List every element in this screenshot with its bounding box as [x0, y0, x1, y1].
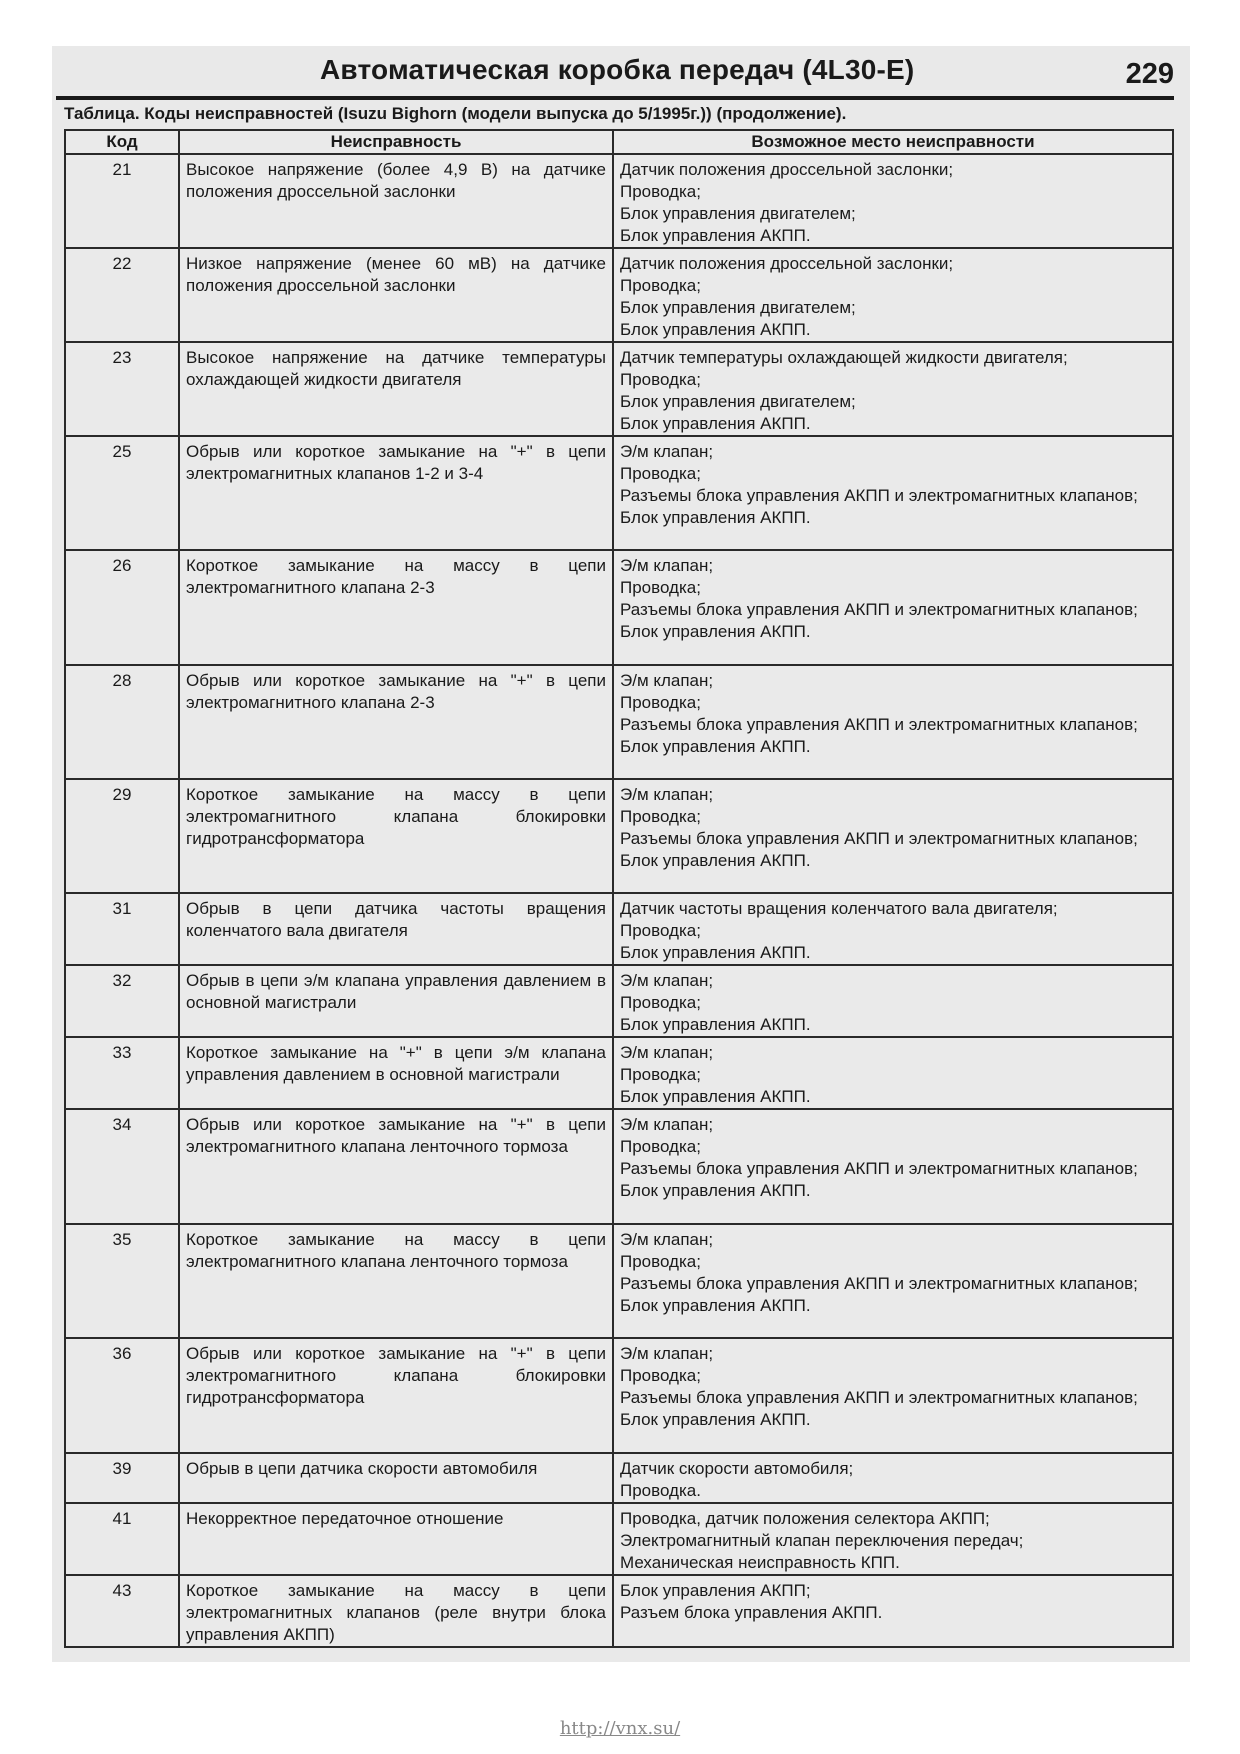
fault-code: 35	[65, 1224, 179, 1338]
fault-locations	[613, 1224, 1173, 1338]
fault-code: 23	[65, 342, 179, 436]
fault-description: Короткое замыкание на массу в цепи электромагнитного клапана блокировки гидротрансформатора	[179, 779, 613, 893]
table-row	[65, 893, 1173, 965]
table-row	[65, 665, 1173, 779]
location-item: Проводка;	[620, 370, 701, 389]
fault-description: Некорректное передаточное отношение	[179, 1503, 613, 1575]
fault-description: Обрыв или короткое замыкание на "+" в цепи электромагнитного клапана блокировки гидротрансформатора	[179, 1338, 613, 1453]
page-number: 229	[1125, 58, 1174, 90]
fault-locations	[613, 665, 1173, 779]
location-item: Датчик температуры охлаждающей жидкости двигателя;	[620, 348, 1068, 367]
fault-code: 31	[65, 893, 179, 965]
location-item: Проводка;	[620, 464, 701, 483]
fault-locations	[613, 248, 1173, 342]
location-item: Проводка;	[620, 578, 701, 597]
fault-code: 43	[65, 1575, 179, 1647]
fault-code: 28	[65, 665, 179, 779]
fault-code: 21	[65, 154, 179, 248]
location-item: Блок управления АКПП.	[620, 737, 811, 756]
table-row	[65, 1338, 1173, 1453]
location-item: Блок управления АКПП.	[620, 1181, 811, 1200]
table-row	[65, 1109, 1173, 1224]
location-item: Блок управления АКПП.	[620, 622, 811, 641]
table-row	[65, 1453, 1173, 1503]
table-row	[65, 436, 1173, 550]
table-row	[65, 1224, 1173, 1338]
location-item: Блок управления АКПП.	[620, 851, 811, 870]
fault-codes-table	[64, 129, 1174, 1648]
location-item: Блок управления АКПП.	[620, 508, 811, 527]
location-item: Э/м клапан;	[620, 971, 714, 990]
location-item: Датчик частоты вращения коленчатого вала двигателя;	[620, 899, 1058, 918]
fault-description: Обрыв в цепи датчика частоты вращения коленчатого вала двигателя	[179, 893, 613, 965]
table-row	[65, 1503, 1173, 1575]
table-row	[65, 779, 1173, 893]
location-item: Разъемы блока управления АКПП и электромагнитных клапанов;	[620, 600, 1138, 619]
location-item: Проводка.	[620, 1481, 701, 1500]
location-item: Проводка;	[620, 1252, 701, 1271]
location-item: Проводка;	[620, 693, 701, 712]
location-item: Датчик скорости автомобиля;	[620, 1459, 854, 1478]
location-item: Разъемы блока управления АКПП и электромагнитных клапанов;	[620, 1274, 1138, 1293]
table-header-row	[65, 130, 1173, 154]
location-item: Проводка;	[620, 1366, 701, 1385]
fault-description: Высокое напряжение (более 4,9 В) на датчике положения дроссельной заслонки	[179, 154, 613, 248]
location-item: Электромагнитный клапан переключения передач;	[620, 1531, 1024, 1550]
page-header	[56, 50, 1174, 100]
fault-code: 32	[65, 965, 179, 1037]
fault-code: 36	[65, 1338, 179, 1453]
location-item: Блок управления двигателем;	[620, 392, 856, 411]
fault-code: 33	[65, 1037, 179, 1109]
fault-code: 39	[65, 1453, 179, 1503]
location-item: Проводка, датчик положения селектора АКПП;	[620, 1509, 990, 1528]
location-item: Разъемы блока управления АКПП и электромагнитных клапанов;	[620, 1388, 1138, 1407]
fault-locations	[613, 779, 1173, 893]
fault-description: Короткое замыкание на массу в цепи электромагнитного клапана 2-3	[179, 550, 613, 665]
fault-code: 25	[65, 436, 179, 550]
location-item: Разъем блока управления АКПП.	[620, 1603, 883, 1622]
fault-locations	[613, 893, 1173, 965]
location-item: Э/м клапан;	[620, 1043, 714, 1062]
table-row	[65, 550, 1173, 665]
location-item: Проводка;	[620, 807, 701, 826]
fault-locations	[613, 1037, 1173, 1109]
table-body	[65, 154, 1173, 1647]
fault-locations	[613, 1338, 1173, 1453]
fault-locations	[613, 436, 1173, 550]
fault-description: Обрыв в цепи э/м клапана управления давлением в основной магистрали	[179, 965, 613, 1037]
location-item: Э/м клапан;	[620, 1115, 714, 1134]
fault-code: 41	[65, 1503, 179, 1575]
fault-description: Обрыв или короткое замыкание на "+" в цепи электромагнитного клапана 2-3	[179, 665, 613, 779]
location-item: Блок управления АКПП.	[620, 1410, 811, 1429]
fault-locations	[613, 1453, 1173, 1503]
fault-locations	[613, 342, 1173, 436]
location-item: Разъемы блока управления АКПП и электромагнитных клапанов;	[620, 715, 1138, 734]
location-item: Проводка;	[620, 1065, 701, 1084]
table-row	[65, 154, 1173, 248]
location-item: Проводка;	[620, 182, 701, 201]
location-item: Блок управления АКПП.	[620, 1015, 811, 1034]
location-item: Блок управления АКПП.	[620, 414, 811, 433]
fault-locations	[613, 965, 1173, 1037]
location-item: Разъемы блока управления АКПП и электромагнитных клапанов;	[620, 486, 1138, 505]
table-row	[65, 342, 1173, 436]
location-item: Блок управления двигателем;	[620, 298, 856, 317]
table-row	[65, 1037, 1173, 1109]
location-item: Проводка;	[620, 1137, 701, 1156]
location-item: Блок управления АКПП.	[620, 320, 811, 339]
fault-description: Короткое замыкание на массу в цепи электромагнитного клапана ленточного тормоза	[179, 1224, 613, 1338]
location-item: Датчик положения дроссельной заслонки;	[620, 254, 954, 273]
location-item: Блок управления АКПП.	[620, 226, 811, 245]
fault-code: 26	[65, 550, 179, 665]
location-item: Э/м клапан;	[620, 556, 714, 575]
fault-description: Короткое замыкание на "+" в цепи э/м клапана управления давлением в основной магистрали	[179, 1037, 613, 1109]
fault-locations	[613, 1575, 1173, 1647]
fault-description: Низкое напряжение (менее 60 мВ) на датчике положения дроссельной заслонки	[179, 248, 613, 342]
fault-locations	[613, 1109, 1173, 1224]
column-header-fault: Неисправность	[179, 130, 613, 154]
location-item: Э/м клапан;	[620, 671, 714, 690]
column-header-code: Код	[65, 130, 179, 154]
page-title: Автоматическая коробка передач (4L30-E)	[320, 54, 915, 85]
fault-locations	[613, 550, 1173, 665]
fault-code: 34	[65, 1109, 179, 1224]
location-item: Датчик положения дроссельной заслонки;	[620, 160, 954, 179]
location-item: Блок управления АКПП.	[620, 1087, 811, 1106]
fault-locations	[613, 154, 1173, 248]
fault-description: Обрыв или короткое замыкание на "+" в цепи электромагнитных клапанов 1-2 и 3-4	[179, 436, 613, 550]
location-item: Блок управления АКПП.	[620, 1296, 811, 1315]
location-item: Блок управления АКПП;	[620, 1581, 811, 1600]
location-item: Э/м клапан;	[620, 1344, 714, 1363]
location-item: Проводка;	[620, 993, 701, 1012]
location-item: Разъемы блока управления АКПП и электромагнитных клапанов;	[620, 829, 1138, 848]
location-item: Э/м клапан;	[620, 785, 714, 804]
table-caption: Таблица. Коды неисправностей (Isuzu Bighorn (модели выпуска до 5/1995г.)) (продолжение).	[64, 104, 847, 123]
fault-locations	[613, 1503, 1173, 1575]
fault-description: Короткое замыкание на массу в цепи электромагнитных клапанов (реле внутри блока управления АКПП)	[179, 1575, 613, 1647]
table-row	[65, 248, 1173, 342]
location-item: Э/м клапан;	[620, 1230, 714, 1249]
location-item: Проводка;	[620, 921, 701, 940]
location-item: Механическая неисправность КПП.	[620, 1553, 900, 1572]
column-header-location: Возможное место неисправности	[613, 130, 1173, 154]
location-item: Разъемы блока управления АКПП и электромагнитных клапанов;	[620, 1159, 1138, 1178]
location-item: Проводка;	[620, 276, 701, 295]
footer-url: http://vnx.su/	[559, 1718, 681, 1739]
fault-description: Высокое напряжение на датчике температуры охлаждающей жидкости двигателя	[179, 342, 613, 436]
table-row	[65, 1575, 1173, 1647]
table-row	[65, 965, 1173, 1037]
fault-code: 29	[65, 779, 179, 893]
fault-code: 22	[65, 248, 179, 342]
location-item: Блок управления двигателем;	[620, 204, 856, 223]
location-item: Э/м клапан;	[620, 442, 714, 461]
fault-description: Обрыв или короткое замыкание на "+" в цепи электромагнитного клапана ленточного тормоза	[179, 1109, 613, 1224]
fault-description: Обрыв в цепи датчика скорости автомобиля	[179, 1453, 613, 1503]
location-item: Блок управления АКПП.	[620, 943, 811, 962]
